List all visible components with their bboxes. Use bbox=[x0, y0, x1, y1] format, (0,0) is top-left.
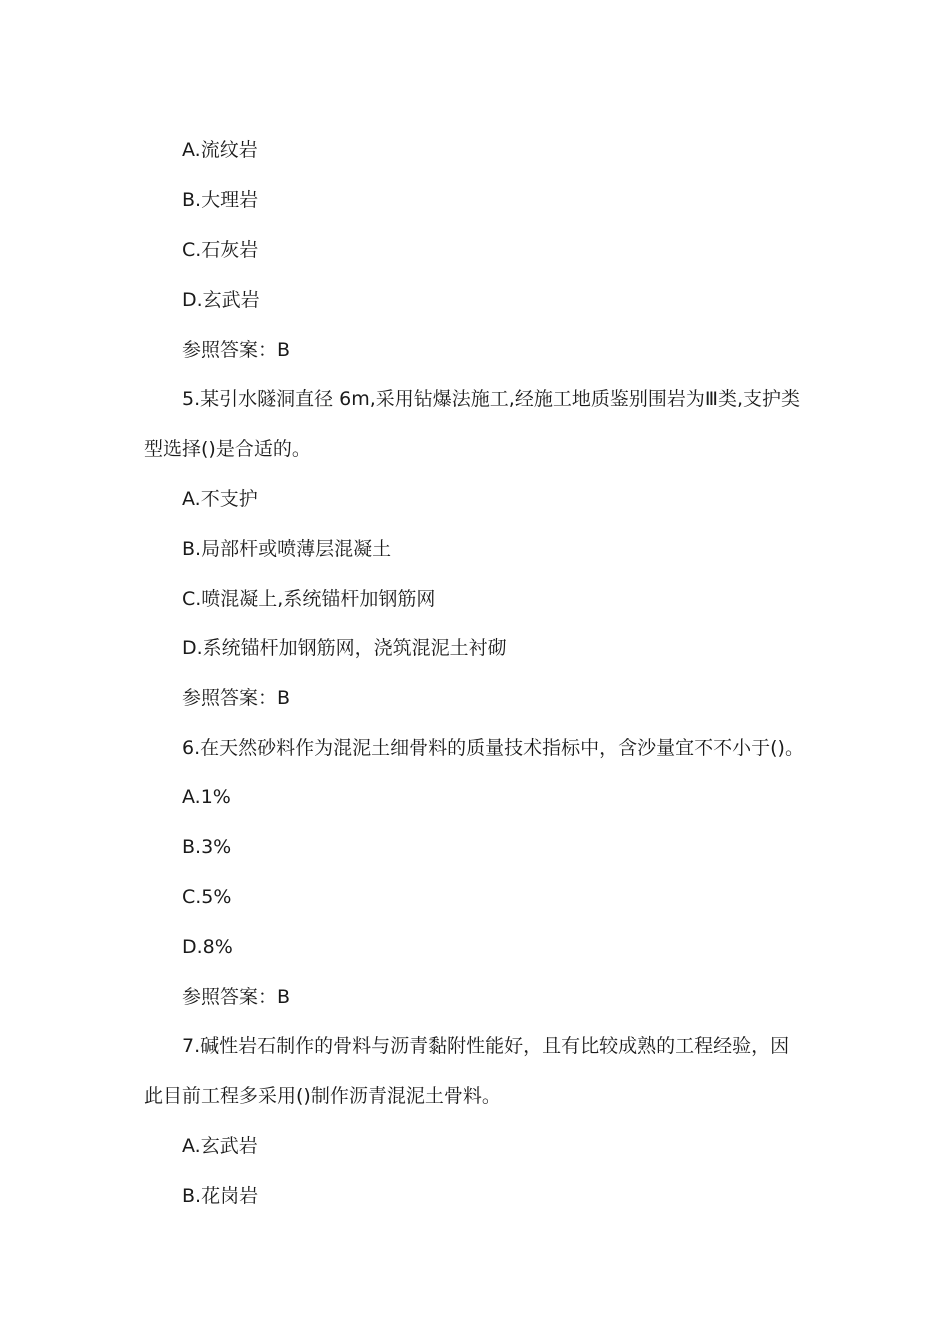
question-6: 6.在天然砂料作为混泥土细骨料的质量技术指标中，含沙量宜不不小于()。 bbox=[182, 737, 804, 759]
option-a-q6: A.1% bbox=[182, 786, 231, 808]
option-c-q5: C.喷混凝上,系统锚杆加钢筋网 bbox=[182, 588, 436, 610]
option-b-q5: B.局部杆或喷薄层混凝土 bbox=[182, 538, 392, 560]
question-5-line-2: 型选择()是合适的。 bbox=[144, 438, 311, 460]
answer-q4: 参照答案：B bbox=[182, 339, 291, 361]
option-d-q6: D.8% bbox=[182, 936, 233, 958]
option-a-q7: A.玄武岩 bbox=[182, 1135, 258, 1157]
option-d-q5: D.系统锚杆加钢筋网，浇筑混泥土衬砌 bbox=[182, 637, 507, 659]
question-7-line-1: 7.碱性岩石制作的骨料与沥青黏附性能好，且有比较成熟的工程经验，因 bbox=[182, 1035, 790, 1057]
option-c-q4: C.石灰岩 bbox=[182, 239, 259, 261]
option-a-q5: A.不支护 bbox=[182, 488, 258, 510]
option-b-q4: B.大理岩 bbox=[182, 189, 259, 211]
option-a-q4: A.流纹岩 bbox=[182, 139, 258, 161]
answer-q6: 参照答案：B bbox=[182, 986, 291, 1008]
answer-q5: 参照答案：B bbox=[182, 687, 291, 709]
option-c-q6: C.5% bbox=[182, 886, 232, 908]
question-7-line-2: 此目前工程多采用()制作沥青混泥土骨料。 bbox=[144, 1085, 501, 1107]
option-b-q7: B.花岗岩 bbox=[182, 1185, 259, 1207]
option-b-q6: B.3% bbox=[182, 836, 232, 858]
question-5-line-1: 5.某引水隧洞直径 6m,采用钻爆法施工,经施工地质鉴别围岩为Ⅲ类,支护类 bbox=[182, 388, 800, 410]
option-d-q4: D.玄武岩 bbox=[182, 289, 260, 311]
